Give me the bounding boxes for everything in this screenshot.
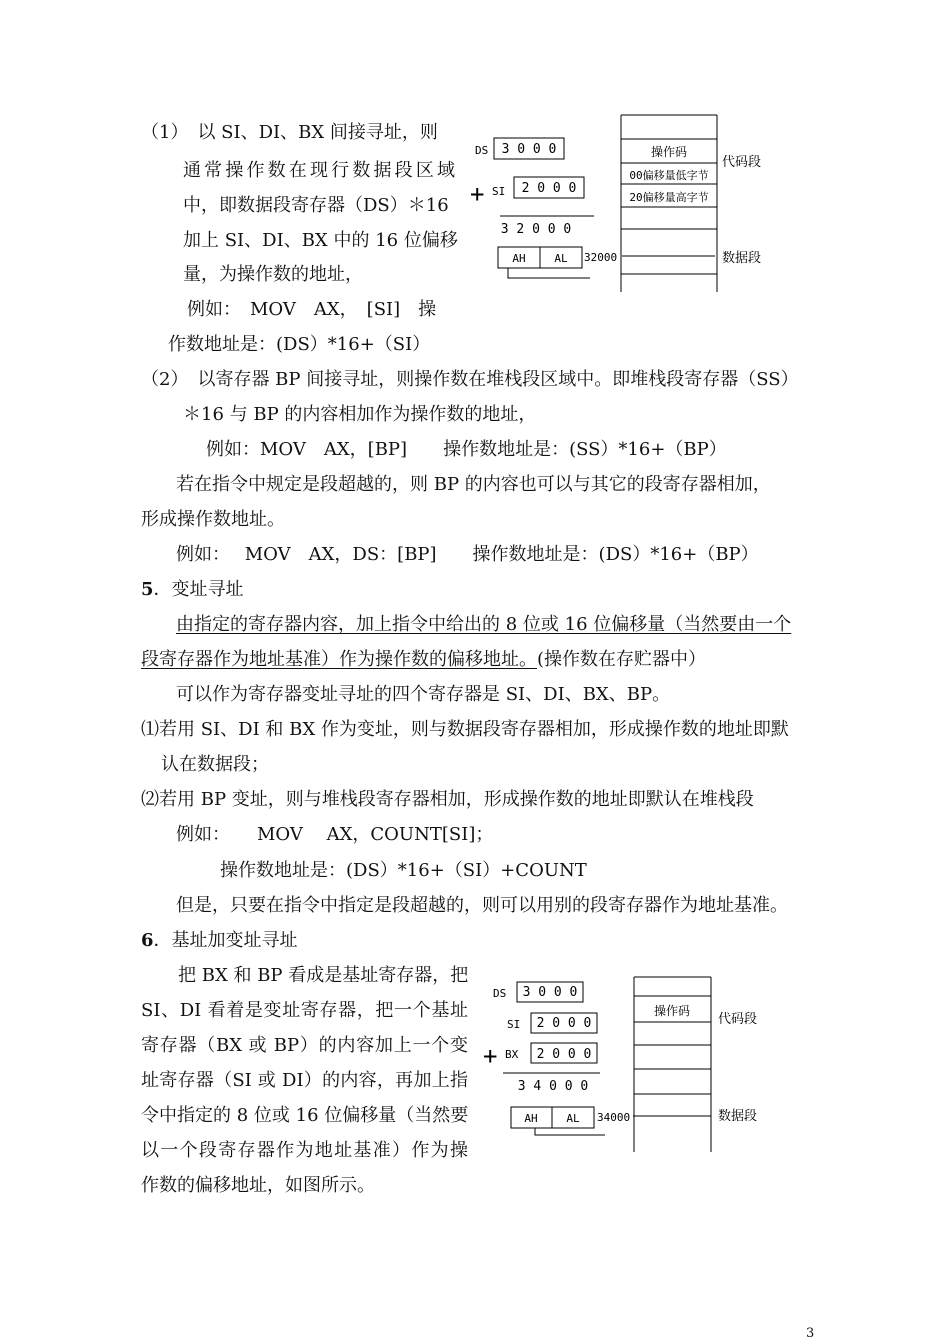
s1-line-7: 作数地址是：(DS）*16+（SI） [168,334,431,355]
s2-line-4: 若在指令中规定是段超越的，则 BP 的内容也可以与其它的段寄存器相加， [176,474,771,495]
s1-line-5: 量，为操作数的地址， [183,264,363,285]
s6-line-7: 作数的偏移地址，如图所示。 [141,1175,375,1196]
fig1-ds-value: 3 0 0 0 [501,142,557,157]
section-6-heading: 6．基址加变址寻址 [141,930,298,951]
fig2-address: 34000 [597,1111,631,1124]
s2-line-5: 形成操作数地址。 [141,509,285,530]
fig2-al: AL [566,1112,580,1125]
s5-line-6: ⑵若用 BP 变址，则与堆栈段寄存器相加，形成操作数的地址即默认在堆栈段 [141,789,754,810]
s1-line-6: 例如： MOV AX， [SI] 操 [187,299,437,320]
fig1-cell-opcode: 操作码 [650,145,688,159]
s6-line-6: 以一个段寄存器作为地址基准）作为操 [141,1140,468,1161]
s5-line-4: ⑴若用 SI、DI 和 BX 作为变址，则与数据段寄存器相加，形成操作数的地址即默 [141,719,789,740]
fig2-ds-value: 3 0 0 0 [522,985,578,1000]
fig2-data-segment-label: 数据段 [718,1109,758,1124]
fig1-ds-label: DS [475,144,489,157]
s2-line-1: （2） 以寄存器 BP 间接寻址，则操作数在堆栈段区域中。即堆栈段寄存器（SS） [141,369,799,390]
fig1-data-segment-label: 数据段 [722,251,762,266]
s1-line-1: （1） 以 SI、DI、BX 间接寻址，则 [141,122,438,143]
section-5-heading: 5．变址寻址 [141,579,244,600]
fig1-plus: + [470,180,485,208]
fig2-cell-opcode: 操作码 [653,1004,691,1018]
figure-base-index-addressing [480,970,780,1164]
fig2-code-segment-label: 代码段 [718,1012,758,1027]
s6-line-4: 址寄存器（SI 或 DI）的内容，再加上指 [141,1070,468,1091]
fig2-plus: + [483,1042,498,1070]
fig2-si-label: SI [507,1018,521,1031]
s5-line-2: 段寄存器作为地址基准）作为操作数的偏移地址。(操作数在存贮器中） [141,649,707,670]
s1-line-4: 加上 SI、DI、BX 中的 16 位偏移 [183,230,458,251]
fig1-si-label: SI [492,185,506,198]
fig1-code-segment-label: 代码段 [722,155,762,170]
s5-line-1: 由指定的寄存器内容，加上指令中给出的 8 位或 16 位偏移量（当然要由一个 [176,614,792,635]
fig1-al: AL [554,252,568,265]
fig2-bx-value: 2 0 0 0 [536,1047,592,1062]
s2-line-2: ＊16 与 BP 的内容相加作为操作数的地址， [183,404,537,425]
s5-line-3: 可以作为寄存器变址寻址的四个寄存器是 SI、DI、BX、BP。 [176,684,671,705]
s1-line-3: 中，即数据段寄存器（DS）＊16 [183,195,449,216]
fig2-bx-label: BX [505,1048,519,1061]
fig2-sum: 3 4 0 0 0 [517,1079,589,1094]
s2-line-3: 例如：MOV AX，[BP] 操作数地址是：(SS）*16+（BP） [206,439,727,460]
page-number: 3 [806,1326,815,1341]
fig1-cell-low: 00偏移量低字节 [629,169,709,182]
fig1-address: 32000 [584,251,618,264]
fig1-sum: 3 2 0 0 0 [500,222,572,237]
s6-line-2: SI、DI 看着是变址寄存器，把一个基址 [141,1000,468,1021]
s5-line-5: 认在数据段； [161,754,269,775]
fig1-cell-high: 20偏移量高字节 [629,191,709,204]
s6-line-5: 令中指定的 8 位或 16 位偏移量（当然要 [141,1105,469,1126]
s5-line-9: 但是，只要在指令中指定是段超越的，则可以用别的段寄存器作为地址基准。 [176,895,788,916]
fig2-ds-label: DS [493,987,507,1000]
fig1-si-value: 2 0 0 0 [521,181,577,196]
s2-line-6: 例如： MOV AX，DS：[BP] 操作数地址是：(DS）*16+（BP） [176,544,759,565]
fig1-ah: AH [512,252,526,265]
s1-line-2: 通常操作数在现行数据段区域 [183,160,455,181]
fig2-si-value: 2 0 0 0 [536,1016,592,1031]
s6-line-1: 把 BX 和 BP 看成是基址寄存器，把 [178,965,469,986]
s5-line-7: 例如： MOV AX，COUNT[SI]； [176,824,494,845]
s6-line-3: 寄存器（BX 或 BP）的内容加上一个变 [141,1035,468,1056]
s5-line-8: 操作数地址是：(DS）*16+（SI）+COUNT [220,860,587,881]
fig2-ah: AH [524,1112,538,1125]
figure-indirect-addressing [470,110,770,299]
